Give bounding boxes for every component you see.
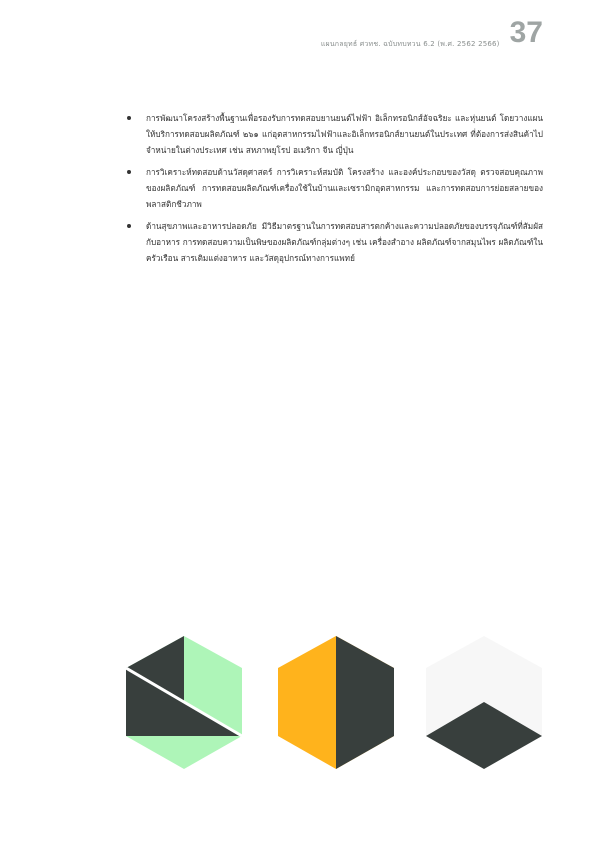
list-item-text: ด้านสุขภาพและอาหารปลอดภัย มีวิธีมาตรฐานในการทดสอบสารตกค้างและความปลอดภัยของบรรจุภัณฑ์ที่สัมผัสกับอาหาร การทดสอบความเป็นพิษของผลิตภัณฑ์กลุ่มต่างๆ เช่น เครื่องสำอาง ผลิตภัณฑ์จากสมุนไพร ผลิตภัณฑ์ในครัวเรือน สารเติมแต่งอาหาร และวัสดุอุปกรณ์ทางการแพทย์ xyxy=(146,221,543,263)
running-header: แผนกลยุทธ์ ศวทช. ฉบับทบทวน 6.2 (พ.ศ. 2562 2566) xyxy=(320,40,500,48)
page-number: 37 xyxy=(509,16,543,49)
list-item-text: การพัฒนาโครงสร้างพื้นฐานเพื่อรองรับการทดสอบยานยนต์ไฟฟ้า อิเล็กทรอนิกส์อัจฉริยะ และหุ่นยนต์ โดยวางแผนให้บริการทดสอบผลิตภัณฑ์ ๒๖๑ แก่อุตสาหกรรมไฟฟ้าและอิเล็กทรอนิกส์ยานยนต์ในประเทศ ที่ต้องการส่งสินค้าไปจำหน่ายในต่างประเทศ เช่น สหภาพยุโรป อเมริกา จีน ญี่ปุ่น xyxy=(146,113,543,155)
hexagon-mint-dark-icon xyxy=(126,636,242,769)
hexagon-orange-dark-icon xyxy=(278,636,394,769)
hexagon-gray-dark-icon xyxy=(426,636,542,769)
list-item-text: การวิเคราะห์ทดสอบด้านวัสดุศาสตร์ การวิเคราะห์สมบัติ โครงสร้าง และองค์ประกอบของวัสดุ ตรวจสอบคุณภาพของผลิตภัณฑ์ การทดสอบผลิตภัณฑ์เครื่องใช้ในบ้านและเซรามิกอุตสาหกรรม และการทดสอบการย่อยสลายของพลาสติกชีวภาพ xyxy=(146,167,543,209)
